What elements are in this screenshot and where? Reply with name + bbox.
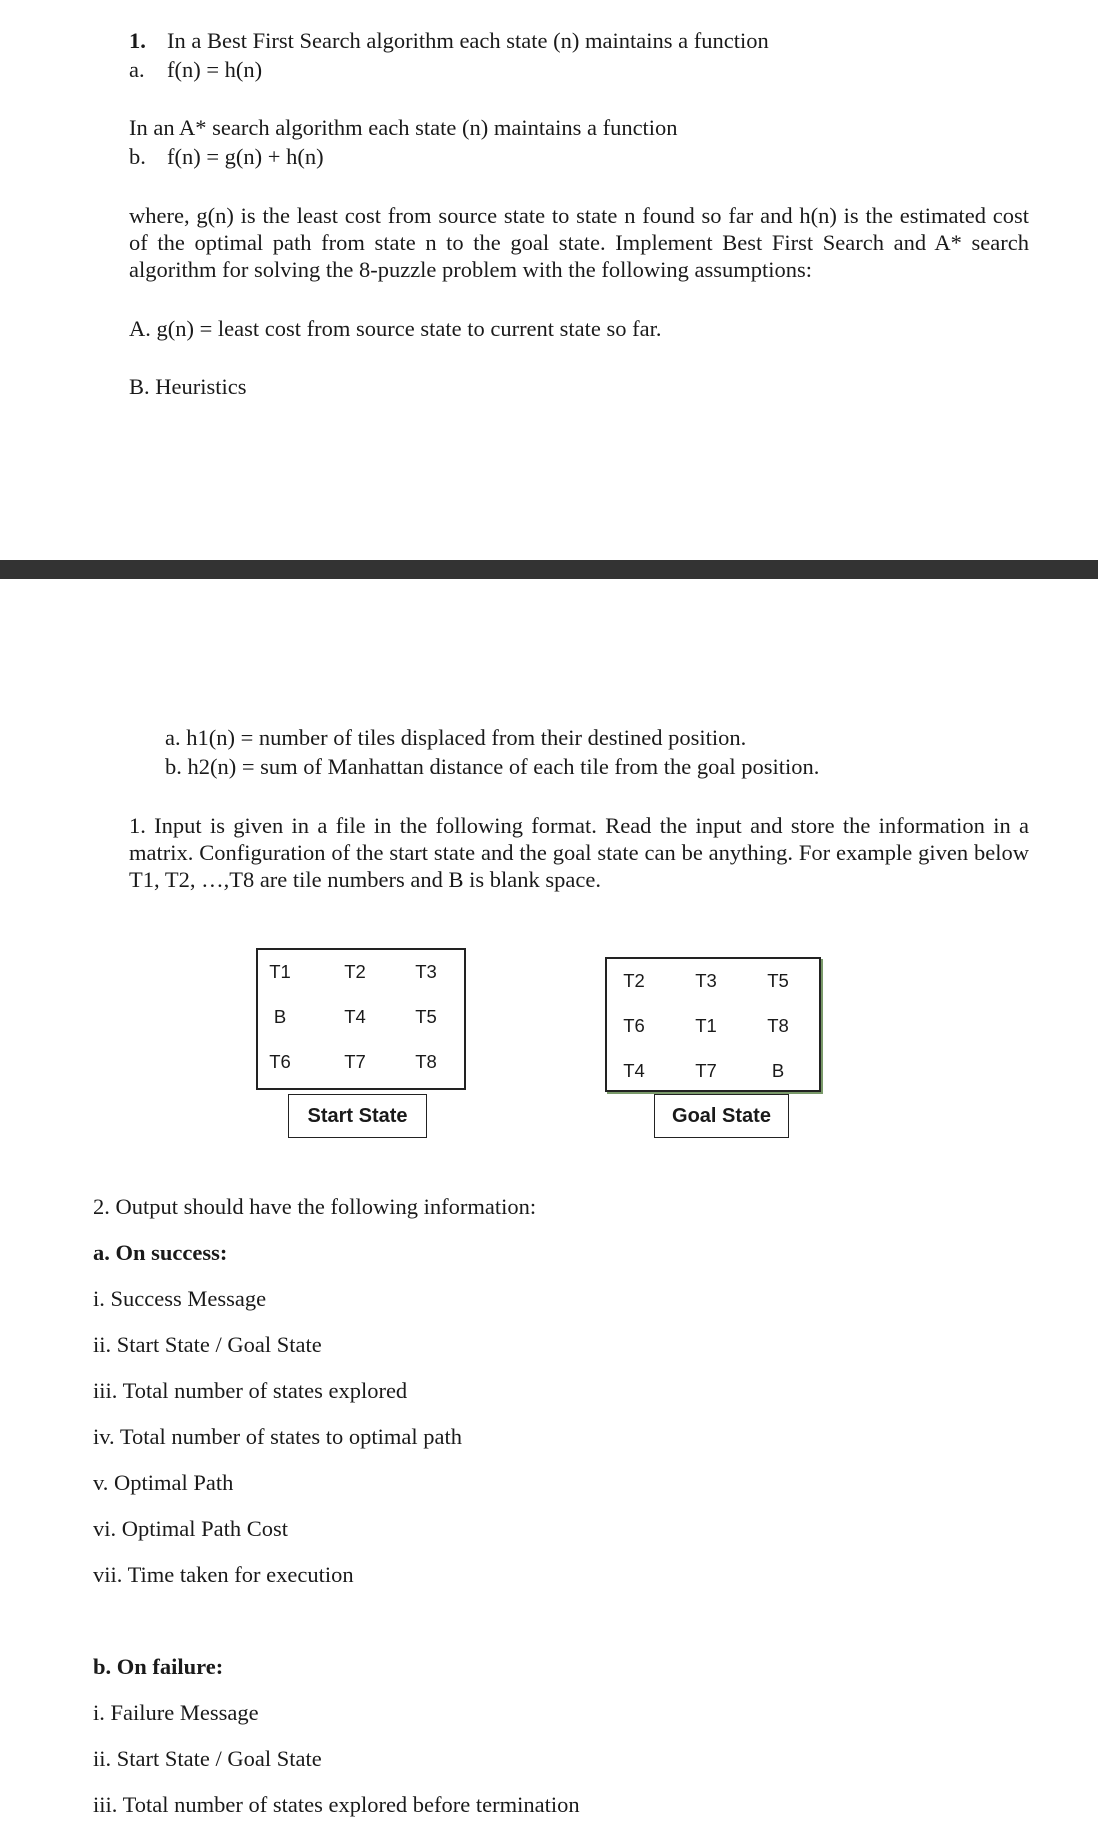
goal-cell: T5	[767, 970, 789, 991]
formula-b: f(n) = g(n) + h(n)	[167, 144, 324, 169]
start-cell: T3	[415, 961, 437, 982]
goal-cell: B	[771, 1060, 785, 1081]
assumption-b: B. Heuristics	[129, 374, 247, 399]
formula-a-label: a.	[129, 57, 145, 82]
goal-cell: T4	[623, 1060, 645, 1081]
goal-cell: T7	[695, 1060, 717, 1081]
start-cell: T2	[344, 961, 366, 982]
assumption-a: A. g(n) = least cost from source state to current state so far.	[129, 316, 662, 341]
goal-cell: T2	[623, 970, 645, 991]
goal-state-grid	[605, 957, 821, 1092]
success-item: i. Success Message	[93, 1286, 267, 1311]
start-cell: T6	[269, 1051, 291, 1072]
start-cell: T8	[415, 1051, 437, 1072]
input-paragraph: 1. Input is given in a file in the following format. Read the input and store the information in a matrix. Configuration of the start state and the goal state can be anything. For example given below T1, T2, …,T8 are tile numbers and B is blank space.	[129, 813, 1029, 892]
intro-line-astar: In an A* search algorithm each state (n) maintains a function	[129, 115, 678, 140]
goal-cell: T1	[695, 1015, 717, 1036]
goal-cell: T6	[623, 1015, 645, 1036]
goal-state-label: Goal State	[654, 1094, 789, 1138]
question-number: 1.	[129, 28, 146, 53]
success-item: ii. Start State / Goal State	[93, 1332, 322, 1357]
start-state-grid	[256, 948, 466, 1090]
goal-cell: T8	[767, 1015, 789, 1036]
success-item: vi. Optimal Path Cost	[93, 1516, 289, 1541]
start-state-label: Start State	[288, 1094, 427, 1138]
start-cell: T4	[344, 1006, 366, 1027]
output-heading: 2. Output should have the following information:	[93, 1194, 537, 1219]
failure-item: iii. Total number of states explored before termination	[93, 1792, 580, 1817]
success-item: iii. Total number of states explored	[93, 1378, 408, 1403]
failure-heading: b. On failure:	[93, 1654, 224, 1679]
failure-item: i. Failure Message	[93, 1700, 259, 1725]
goal-cell: T3	[695, 970, 717, 991]
where-paragraph: where, g(n) is the least cost from source state to state n found so far and h(n) is the estimated cost of the optimal path from state n to the goal state. Implement Best First Search and A* search algorithm for solving the 8-puzzle problem with the following assumptions:	[129, 203, 1029, 282]
page-divider	[0, 560, 1098, 579]
heuristic-h2: b. h2(n) = sum of Manhattan distance of each tile from the goal position.	[165, 754, 820, 779]
formula-a: f(n) = h(n)	[167, 57, 263, 82]
failure-item: ii. Start State / Goal State	[93, 1746, 322, 1771]
heuristic-h1: a. h1(n) = number of tiles displaced from their destined position.	[165, 725, 747, 750]
start-cell: T5	[415, 1006, 437, 1027]
start-cell: B	[273, 1006, 287, 1027]
success-item: iv. Total number of states to optimal path	[93, 1424, 462, 1449]
start-cell: T7	[344, 1051, 366, 1072]
formula-b-label: b.	[129, 144, 146, 169]
start-cell: T1	[269, 961, 291, 982]
success-item: vii. Time taken for execution	[93, 1562, 354, 1587]
success-item: v. Optimal Path	[93, 1470, 234, 1495]
success-heading: a. On success:	[93, 1240, 228, 1265]
intro-line-best-first: In a Best First Search algorithm each state (n) maintains a function	[167, 28, 769, 53]
